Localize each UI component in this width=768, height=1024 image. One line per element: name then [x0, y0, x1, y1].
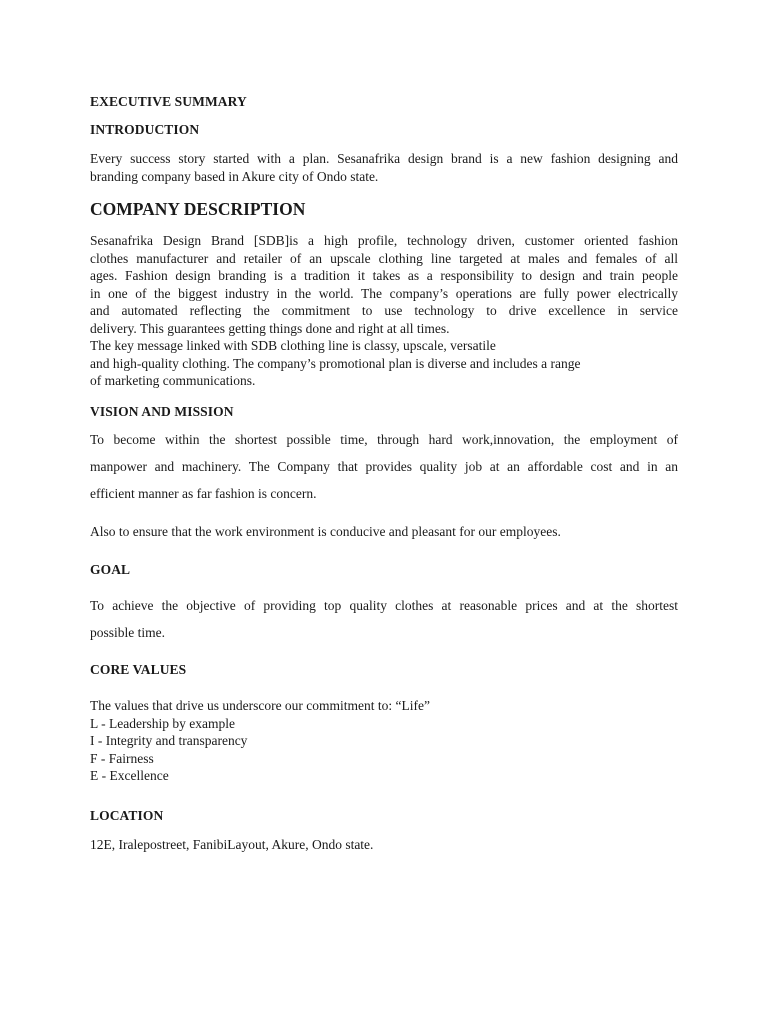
core-value-item: E - Excellence — [90, 768, 169, 783]
core-values-heading: CORE VALUES — [90, 662, 187, 677]
executive-summary-heading: EXECUTIVE SUMMARY — [90, 94, 247, 109]
company-description-line: ages. Fashion design branding is a tradition it takes as a responsibility to design and train people — [90, 268, 678, 283]
company-description-line: Sesanafrika Design Brand [SDB]is a high profile, technology driven, customer oriented fashion — [90, 233, 678, 248]
vision-mission-line: To become within the shortest possible time, through hard work,innovation, the employment of — [90, 432, 678, 447]
location-heading: LOCATION — [90, 808, 164, 823]
company-description-line: and automated reflecting the commitment to use technology to drive excellence in service — [90, 303, 678, 318]
vision-mission-line: efficient manner as far fashion is concern. — [90, 486, 317, 501]
vision-mission-line: manpower and machinery. The Company that provides quality job at an affordable cost and in an — [90, 459, 678, 474]
vision-mission-paragraph — [90, 426, 678, 507]
company-description-line: delivery. This guarantees getting things done and right at all times. — [90, 320, 450, 336]
location-address: 12E, Iralepostreet, FanibiLayout, Akure, Ondo state. — [90, 837, 374, 852]
goal-heading: GOAL — [90, 562, 131, 577]
company-description-heading: COMPANY DESCRIPTION — [90, 199, 306, 219]
core-value-item: L - Leadership by example — [90, 715, 235, 731]
introduction-line: Every success story started with a plan. Sesanafrika design brand is a new fashion designing and — [90, 151, 678, 166]
goal-line: To achieve the objective of providing top quality clothes at reasonable prices and at the shortest — [90, 598, 678, 613]
company-description-line: of marketing communications. — [90, 373, 256, 388]
core-value-item: F - Fairness — [90, 750, 154, 766]
core-value-item: I - Integrity and transparency — [90, 733, 248, 748]
goal-line: possible time. — [90, 625, 165, 640]
introduction-line: branding company based in Akure city of Ondo state. — [90, 168, 379, 184]
core-values-intro: The values that drive us underscore our commitment to: “Life” — [90, 698, 431, 713]
core-values-list — [90, 697, 678, 785]
company-description-paragraph — [90, 232, 678, 390]
vision-mission-heading: VISION AND MISSION — [90, 404, 234, 419]
introduction-paragraph — [90, 150, 678, 185]
company-description-line: clothes manufacturer and retailer of an upscale clothing line targeted at males and females of all — [90, 250, 678, 266]
company-description-line: and high-quality clothing. The company’s promotional plan is diverse and includes a range — [90, 355, 581, 371]
vision-mission-extra: Also to ensure that the work environment is conducive and pleasant for our employees. — [90, 524, 561, 539]
company-description-line: The key message linked with SDB clothing line is classy, upscale, versatile — [90, 338, 496, 353]
company-description-line: in one of the biggest industry in the world. The company’s operations are fully power electrically — [90, 285, 678, 301]
goal-paragraph — [90, 592, 678, 646]
introduction-heading: INTRODUCTION — [90, 122, 200, 137]
